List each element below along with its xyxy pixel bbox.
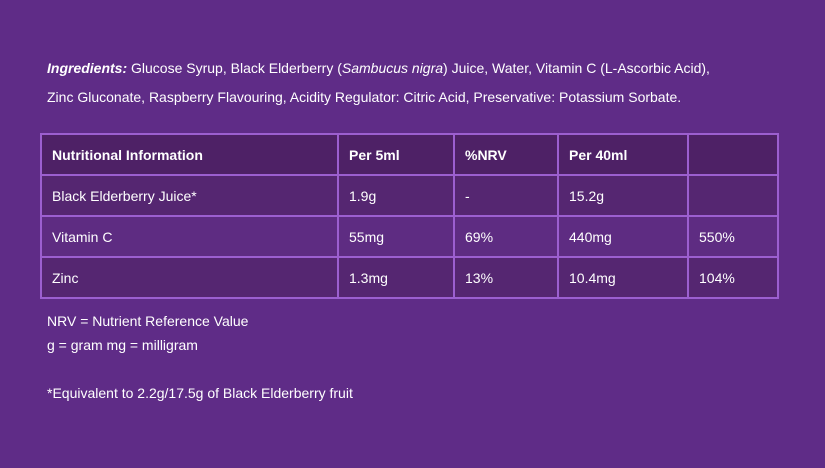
ingredients-label: Ingredients:: [47, 60, 128, 76]
footnote-elderberry-equivalent: *Equivalent to 2.2g/17.5g of Black Elderberry fruit: [47, 385, 353, 401]
header-empty: [688, 134, 778, 175]
cell-nutrient-name: Zinc: [41, 257, 338, 298]
table-row-black-elderberry-juice: [41, 175, 778, 216]
cell-per-5ml: 55mg: [338, 216, 454, 257]
header-nutritional-information: Nutritional Information: [41, 134, 338, 175]
ingredients-part-2: ) Juice, Water, Vitamin C (L-Ascorbic Acid),: [443, 60, 710, 76]
cell-nrv-40ml: 104%: [688, 257, 778, 298]
header-nrv: %NRV: [454, 134, 558, 175]
table-header-row: [41, 134, 778, 175]
cell-nrv-5ml: 13%: [454, 257, 558, 298]
ingredients-part-3: Zinc Gluconate, Raspberry Flavouring, Acidity Regulator: Citric Acid, Preservative: Potassium Sorbate.: [47, 89, 682, 105]
cell-nrv-5ml: 69%: [454, 216, 558, 257]
cell-per-5ml: 1.9g: [338, 175, 454, 216]
ingredients-part-1: Glucose Syrup, Black Elderberry (: [127, 60, 342, 76]
cell-per-40ml: 440mg: [558, 216, 688, 257]
cell-nrv-5ml: -: [454, 175, 558, 216]
nutrition-table: [40, 133, 779, 299]
ingredients-text: [47, 54, 787, 112]
cell-per-40ml: 15.2g: [558, 175, 688, 216]
cell-per-5ml: 1.3mg: [338, 257, 454, 298]
cell-nrv-40ml: [688, 175, 778, 216]
cell-nutrient-name: Vitamin C: [41, 216, 338, 257]
table-row-vitamin-c: [41, 216, 778, 257]
footnote-unit-definitions: g = gram mg = milligram: [47, 337, 198, 353]
ingredients-latin-name: Sambucus nigra: [341, 60, 444, 76]
cell-per-40ml: 10.4mg: [558, 257, 688, 298]
footnote-nrv-definition: NRV = Nutrient Reference Value: [47, 313, 249, 329]
cell-nrv-40ml: 550%: [688, 216, 778, 257]
header-per-5ml: Per 5ml: [338, 134, 454, 175]
header-per-40ml: Per 40ml: [558, 134, 688, 175]
cell-nutrient-name: Black Elderberry Juice*: [41, 175, 338, 216]
table-row-zinc: [41, 257, 778, 298]
